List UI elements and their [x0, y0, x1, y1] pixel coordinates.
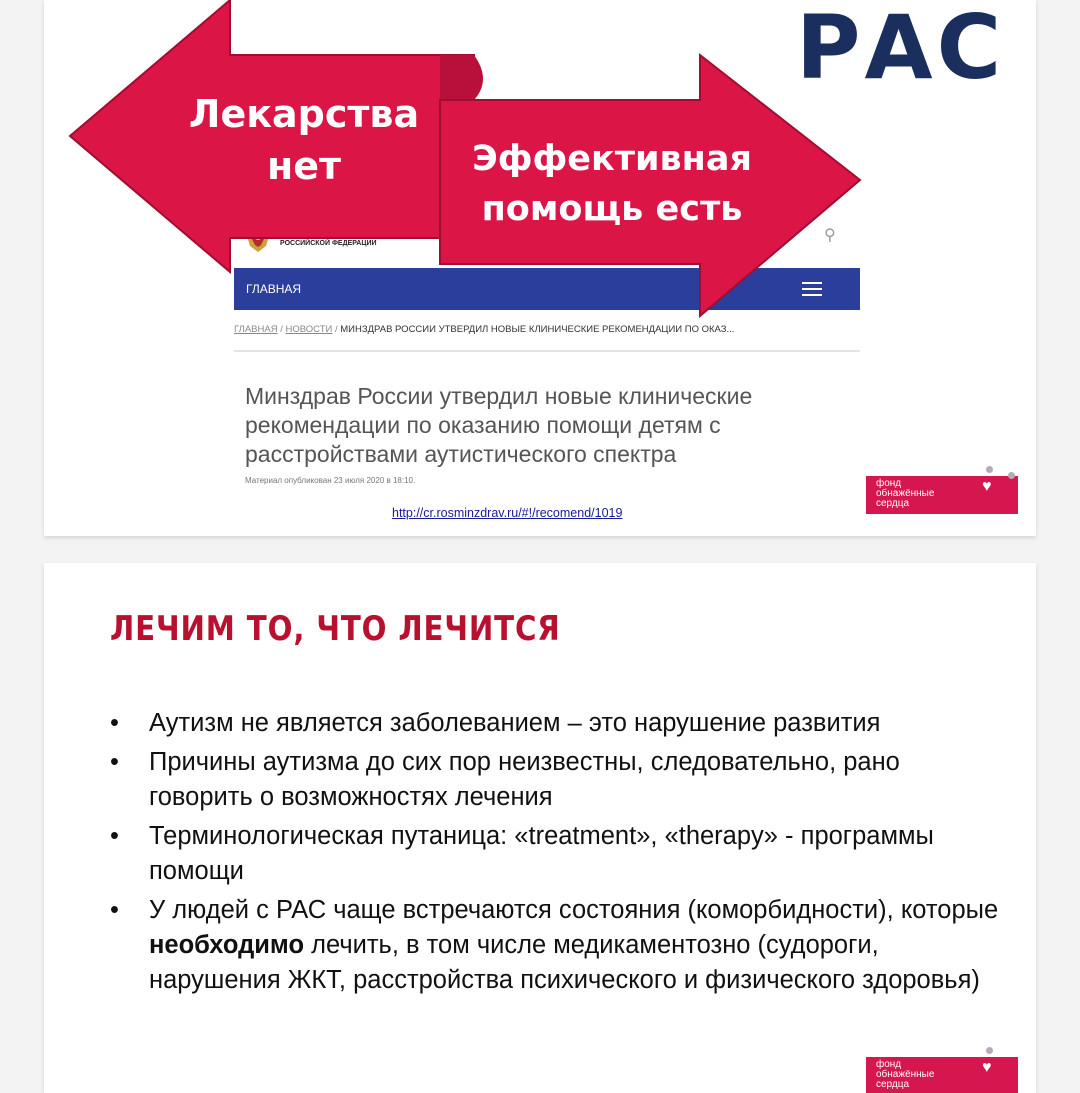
decor-dot [1008, 472, 1015, 479]
bullet-icon: • [110, 748, 119, 776]
right-arrow-line: Эффективная [472, 139, 752, 179]
breadcrumb-news: НОВОСТИ [285, 324, 333, 335]
search-icon: ⚲ [824, 227, 836, 244]
foundation-logo [866, 1057, 1018, 1093]
decor-dot [986, 466, 993, 473]
breadcrumb-home: ГЛАВНАЯ [234, 324, 278, 335]
foundation-logo [866, 476, 1018, 514]
foundation-logo-text [876, 479, 934, 509]
bullet-text [149, 896, 998, 994]
right-arrow-text [442, 134, 782, 234]
breadcrumb-separator: / [334, 324, 338, 335]
foundation-logo-line: обнажённые [876, 488, 935, 499]
bullet-text-part: лечить, в том числе медикаментозно (судороги, нарушения ЖКТ, расстройства психического и физического здоровья) [149, 931, 980, 994]
foundation-logo-text [876, 1060, 934, 1090]
bullet-icon: • [110, 896, 119, 924]
slide-1 [44, 0, 1036, 536]
bullet-item [110, 745, 1010, 815]
foundation-logo-line: сердца [876, 498, 910, 509]
foundation-logo-line: фонд [876, 1059, 902, 1070]
bullet-icon: • [110, 709, 119, 737]
ribbon-fold [440, 55, 483, 100]
bullet-text: Причины аутизма до сих пор неизвестны, следовательно, рано говорить о возможностях лечения [149, 748, 900, 811]
left-arrow-line: Лекарства [188, 92, 420, 136]
left-arrow-text [174, 88, 434, 192]
foundation-logo-line: фонд [876, 478, 902, 489]
nav-home-label: ГЛАВНАЯ [246, 282, 302, 296]
bullet-item [110, 706, 1010, 741]
breadcrumb-separator: / [280, 324, 283, 335]
bullet-item [110, 819, 1010, 889]
article-title: Минздрав России утвердил новые клинические рекомендации по оказанию помощи детям с расстройствами аутистического спектра [245, 383, 753, 467]
heart-icon: ♥ [982, 478, 992, 495]
breadcrumb-current: МИНЗДРАВ РОССИИ УТВЕРДИЛ НОВЫЕ КЛИНИЧЕСКИЕ РЕКОМЕНДАЦИИ ПО ОКАЗ... [340, 324, 735, 335]
bullet-text: Терминологическая путаница: «treatment», «therapy» - программы помощи [149, 822, 934, 885]
bullet-text: Аутизм не является заболеванием – это нарушение развития [149, 709, 881, 737]
bullet-list [110, 706, 1010, 1002]
slide-2 [44, 563, 1036, 1093]
left-arrow-line: нет [266, 144, 342, 188]
decor-dot [986, 1047, 993, 1054]
heart-icon: ♥ [982, 1059, 992, 1076]
ministry-name-line: РОССИЙСКОЙ ФЕДЕРАЦИИ [280, 240, 377, 247]
bullet-item [110, 893, 1010, 998]
bullet-icon: • [110, 822, 119, 850]
bullet-emphasis: необходимо [149, 931, 305, 959]
right-arrow-line: помощь есть [481, 189, 743, 229]
article-date: Материал опубликован 23 июля 2020 в 18:10. [245, 476, 416, 485]
bullet-text-part: У людей с РАС чаще встречаются состояния (коморбидности), которые [149, 896, 999, 924]
foundation-logo-line: обнажённые [876, 1069, 935, 1080]
rac-logo: РАС [796, 0, 1006, 99]
source-link[interactable]: http://cr.rosminzdrav.ru/#!/recomend/1019 [392, 506, 623, 520]
slide-heading: ЛЕЧИМ ТО, ЧТО ЛЕЧИТСЯ [110, 609, 561, 649]
foundation-logo-line: сердца [876, 1079, 910, 1090]
